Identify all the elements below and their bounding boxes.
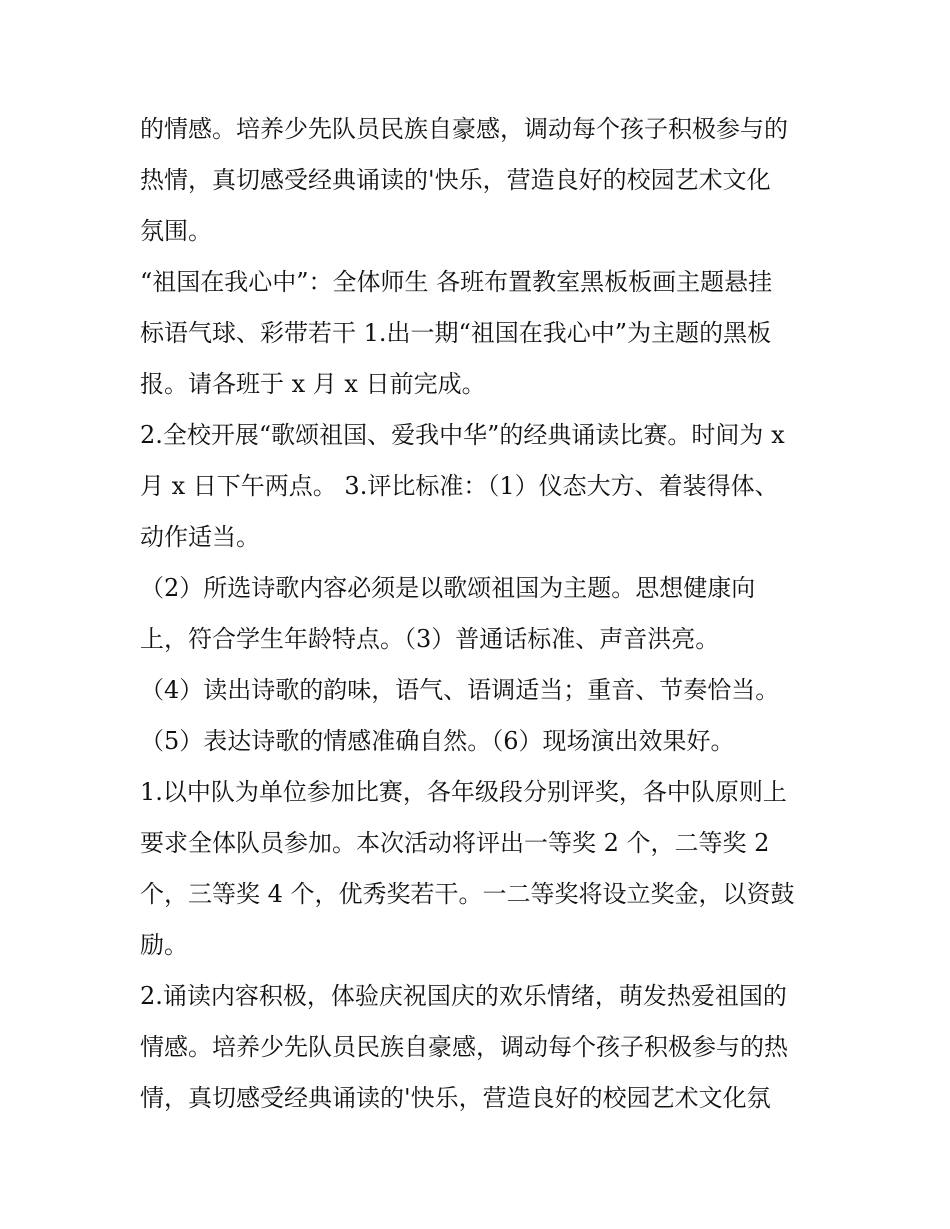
- text-line: 月 x 日下午两点。 3.评比标准：（1）仪态大方、着装得体、: [140, 472, 779, 500]
- text-line: （2）所选诗歌内容必须是以歌颂祖国为主题。思想健康向: [140, 574, 756, 602]
- text-line: 2.诵读内容积极，体验庆祝国庆的欢乐情绪，萌发热爱祖国的: [140, 982, 787, 1010]
- text-line: “祖国在我心中”：全体师生 各班布置教室黑板板画主题悬挂: [140, 268, 773, 296]
- text-line: 要求全体队员参加。本次活动将评出一等奖 2 个，二等奖 2: [140, 829, 770, 857]
- text-line: 氛围。: [140, 217, 212, 245]
- text-line: 1.以中队为单位参加比赛，各年级段分别评奖，各中队原则上: [140, 778, 787, 806]
- text-line: 上，符合学生年龄特点。（3）普通话标准、声音洪亮。: [140, 625, 720, 653]
- text-line: 的情感。培养少先队员民族自豪感，调动每个孩子积极参与的: [140, 115, 788, 143]
- text-line: （4）读出诗歌的韵味，语气、语调适当；重音、节奏恰当。: [140, 676, 780, 704]
- text-line: 动作适当。: [140, 523, 260, 551]
- text-line: 标语气球、彩带若干 1.出一期“祖国在我心中”为主题的黑板: [140, 319, 772, 347]
- text-line: 情感。培养少先队员民族自豪感，调动每个孩子积极参与的热: [140, 1033, 788, 1061]
- text-line: 励。: [140, 931, 188, 959]
- text-line: 报。请各班于 x 月 x 日前完成。: [140, 370, 486, 398]
- text-line: 个，三等奖 4 个，优秀奖若干。一二等奖将设立奖金，以资鼓: [140, 880, 795, 908]
- text-line: 热情，真切感受经典诵读的'快乐，营造良好的校园艺术文化: [140, 166, 771, 194]
- document-body: [140, 104, 820, 1124]
- text-line: （5）表达诗歌的情感准确自然。（6）现场演出效果好。: [140, 727, 735, 755]
- text-line: 2.全校开展“歌颂祖国、爱我中华”的经典诵读比赛。时间为 x: [140, 421, 785, 449]
- text-line: 情，真切感受经典诵读的'快乐，营造良好的校园艺术文化氛: [140, 1084, 771, 1112]
